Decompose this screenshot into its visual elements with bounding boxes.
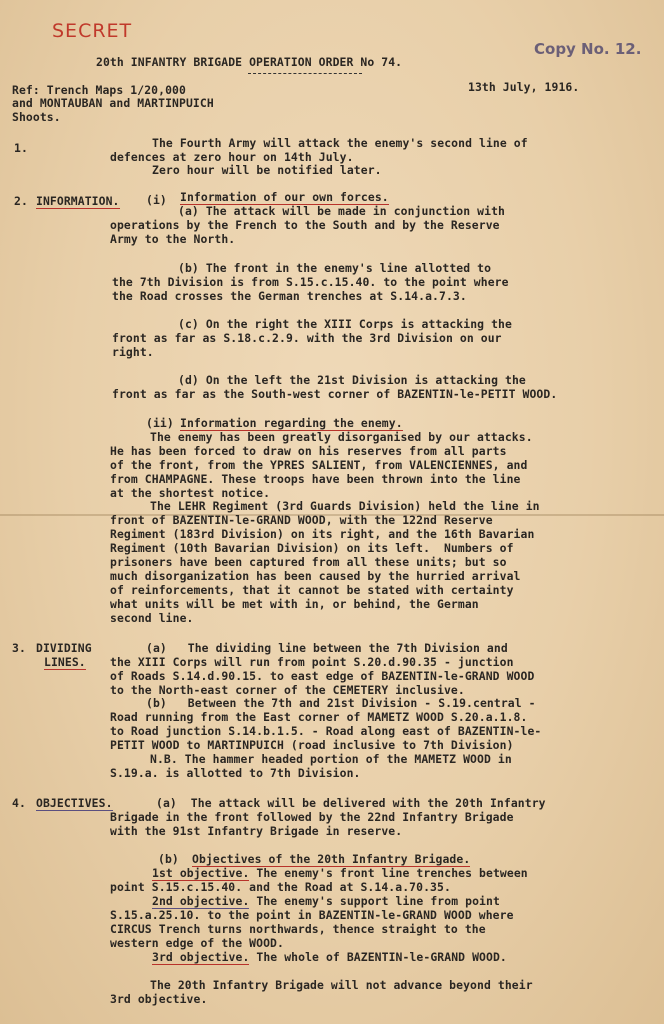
para-2-text: front as far as S.18.c.2.9. with the 3rd Division on our [112,331,502,345]
para-4-text: with the 91st Infantry Brigade in reserve. [110,824,403,838]
title-underline [248,73,362,74]
information-heading: INFORMATION. [36,194,120,208]
objective-1-text: The enemy's front line trenches between [249,866,528,880]
copy-number: Copy No. 12. [534,40,642,58]
para-3-text: of Roads S.14.d.90.15. to east edge of BAZENTIN-le-GRAND WOOD [110,669,535,683]
objective-2 [152,895,500,908]
para-2-text: right. [112,345,154,359]
subsection-ii-title: Information regarding the enemy. [180,416,403,430]
para-2-text: (b) The front in the enemy's line allotted to [178,261,492,275]
para-4-text: western edge of the WOOD. [110,936,284,950]
para-2-number: 2. [14,194,28,208]
para-2-text: He has been forced to draw on his reserves from all parts [110,444,507,458]
subsection-i-label: (i) [146,193,167,207]
para-3-number: 3. [12,641,26,655]
dividing-lines-heading-2: LINES. [44,655,86,669]
para-2-text: prisoners have been captured from all these units; but so [110,555,507,569]
para-3-text: to the North-east corner of the CEMETERY inclusive. [110,683,465,697]
subsection-ii-label: (ii) [146,416,174,430]
para-4-text: Brigade in the front followed by the 22nd Infantry Brigade [110,810,514,824]
para-1-number: 1. [14,141,28,155]
para-3-text: (b) Between the 7th and 21st Division - S.19.central - [146,696,536,710]
para-2-text: of the front, from the YPRES SALIENT, from VALENCIENNES, and [110,458,528,472]
para-3-text: N.B. The hammer headed portion of the MAMETZ WOOD in [150,752,512,766]
para-4-text: S.15.a.25.10. to the point in BAZENTIN-le-GRAND WOOD where [110,908,514,922]
map-reference: Ref: Trench Maps 1/20,000 [12,83,186,97]
para-4-number: 4. [12,796,26,810]
order-title: 20th INFANTRY BRIGADE OPERATION ORDER No 74. [96,55,403,69]
para-1-text: The Fourth Army will attack the enemy's second line of [152,136,528,150]
objectives-heading: OBJECTIVES. [36,796,113,810]
para-2-text: what units will be met with in, or behind, the German [110,597,479,611]
para-2-text: front as far as the South-west corner of BAZENTIN-le-PETIT WOOD. [112,387,558,401]
para-2-text: operations by the French to the South and by the Reserve [110,218,500,232]
para-3-text: Road running from the East corner of MAMETZ WOOD S.20.a.1.8. [110,710,528,724]
para-2-text: The LEHR Regiment (3rd Guards Division) held the line in [150,499,540,513]
para-4-text: CIRCUS Trench turns northwards, thence straight to the [110,922,486,936]
secret-stamp: SECRET [52,20,133,42]
para-2-text: much disorganization has been caused by the hurried arrival [110,569,521,583]
map-reference-3: Shoots. [12,110,61,124]
objective-2-label: 2nd objective. [152,894,250,908]
para-2-text: The enemy has been greatly disorganised by our attacks. [150,430,533,444]
order-date: 13th July, 1916. [468,80,580,94]
map-reference-2: and MONTAUBAN and MARTINPUICH [12,96,214,110]
para-3-text: S.19.a. is allotted to 7th Division. [110,766,361,780]
para-2-text: the Road crosses the German trenches at S.14.a.7.3. [112,289,467,303]
objective-3-label: 3rd objective. [152,950,250,964]
objective-2-text: The enemy's support line from point [249,894,500,908]
para-1-text: defences at zero hour on 14th July. [110,150,354,164]
para-2-text: Army to the North. [110,232,236,246]
para-1-text: Zero hour will be notified later. [152,163,382,177]
para-2-text: (c) On the right the XIII Corps is attacking the [178,317,512,331]
para-4-text: The 20th Infantry Brigade will not advance beyond their [150,978,533,992]
subsection-b-title: Objectives of the 20th Infantry Brigade. [192,852,471,866]
para-4-text: (a) The attack will be delivered with the 20th Infantry [156,796,546,810]
para-2-text: (d) On the left the 21st Division is attacking the [178,373,526,387]
objective-3 [152,951,507,964]
objective-1 [152,867,528,880]
objective-3-text: The whole of BAZENTIN-le-GRAND WOOD. [249,950,507,964]
para-2-text: front of BAZENTIN-le-GRAND WOOD, with the 122nd Reserve [110,513,493,527]
para-3-text: PETIT WOOD to MARTINPUICH (road inclusive to 7th Division) [110,738,514,752]
para-3-text: to Road junction S.14.b.1.5. - Road along east of BAZENTIN-le- [110,724,542,738]
subsection-i-title: Information of our own forces. [180,190,389,204]
para-3-text: (a) The dividing line between the 7th Division and [146,641,508,655]
para-4-text: 3rd objective. [110,992,208,1006]
para-2-text: Regiment (10th Bavarian Division) on its left. Numbers of [110,541,514,555]
dividing-lines-heading: DIVIDING [36,641,92,655]
objective-1-label: 1st objective. [152,866,250,880]
para-4-text: point S.15.c.15.40. and the Road at S.14.a.70.35. [110,880,451,894]
para-2-text: the 7th Division is from S.15.c.15.40. to the point where [112,275,509,289]
para-2-text: second line. [110,611,194,625]
para-2-text: at the shortest notice. [110,486,271,500]
para-3-text: the XIII Corps will run from point S.20.d.90.35 - junction [110,655,514,669]
para-2-text: Regiment (183rd Division) on its right, and the 16th Bavarian [110,527,535,541]
subsection-b-label: (b) [158,852,179,866]
para-2-text: from CHAMPAGNE. These troops have been thrown into the line [110,472,521,486]
para-2-text: (a) The attack will be made in conjunction with [178,204,506,218]
para-2-text: of reinforcements, that it cannot be stated with certainty [110,583,514,597]
